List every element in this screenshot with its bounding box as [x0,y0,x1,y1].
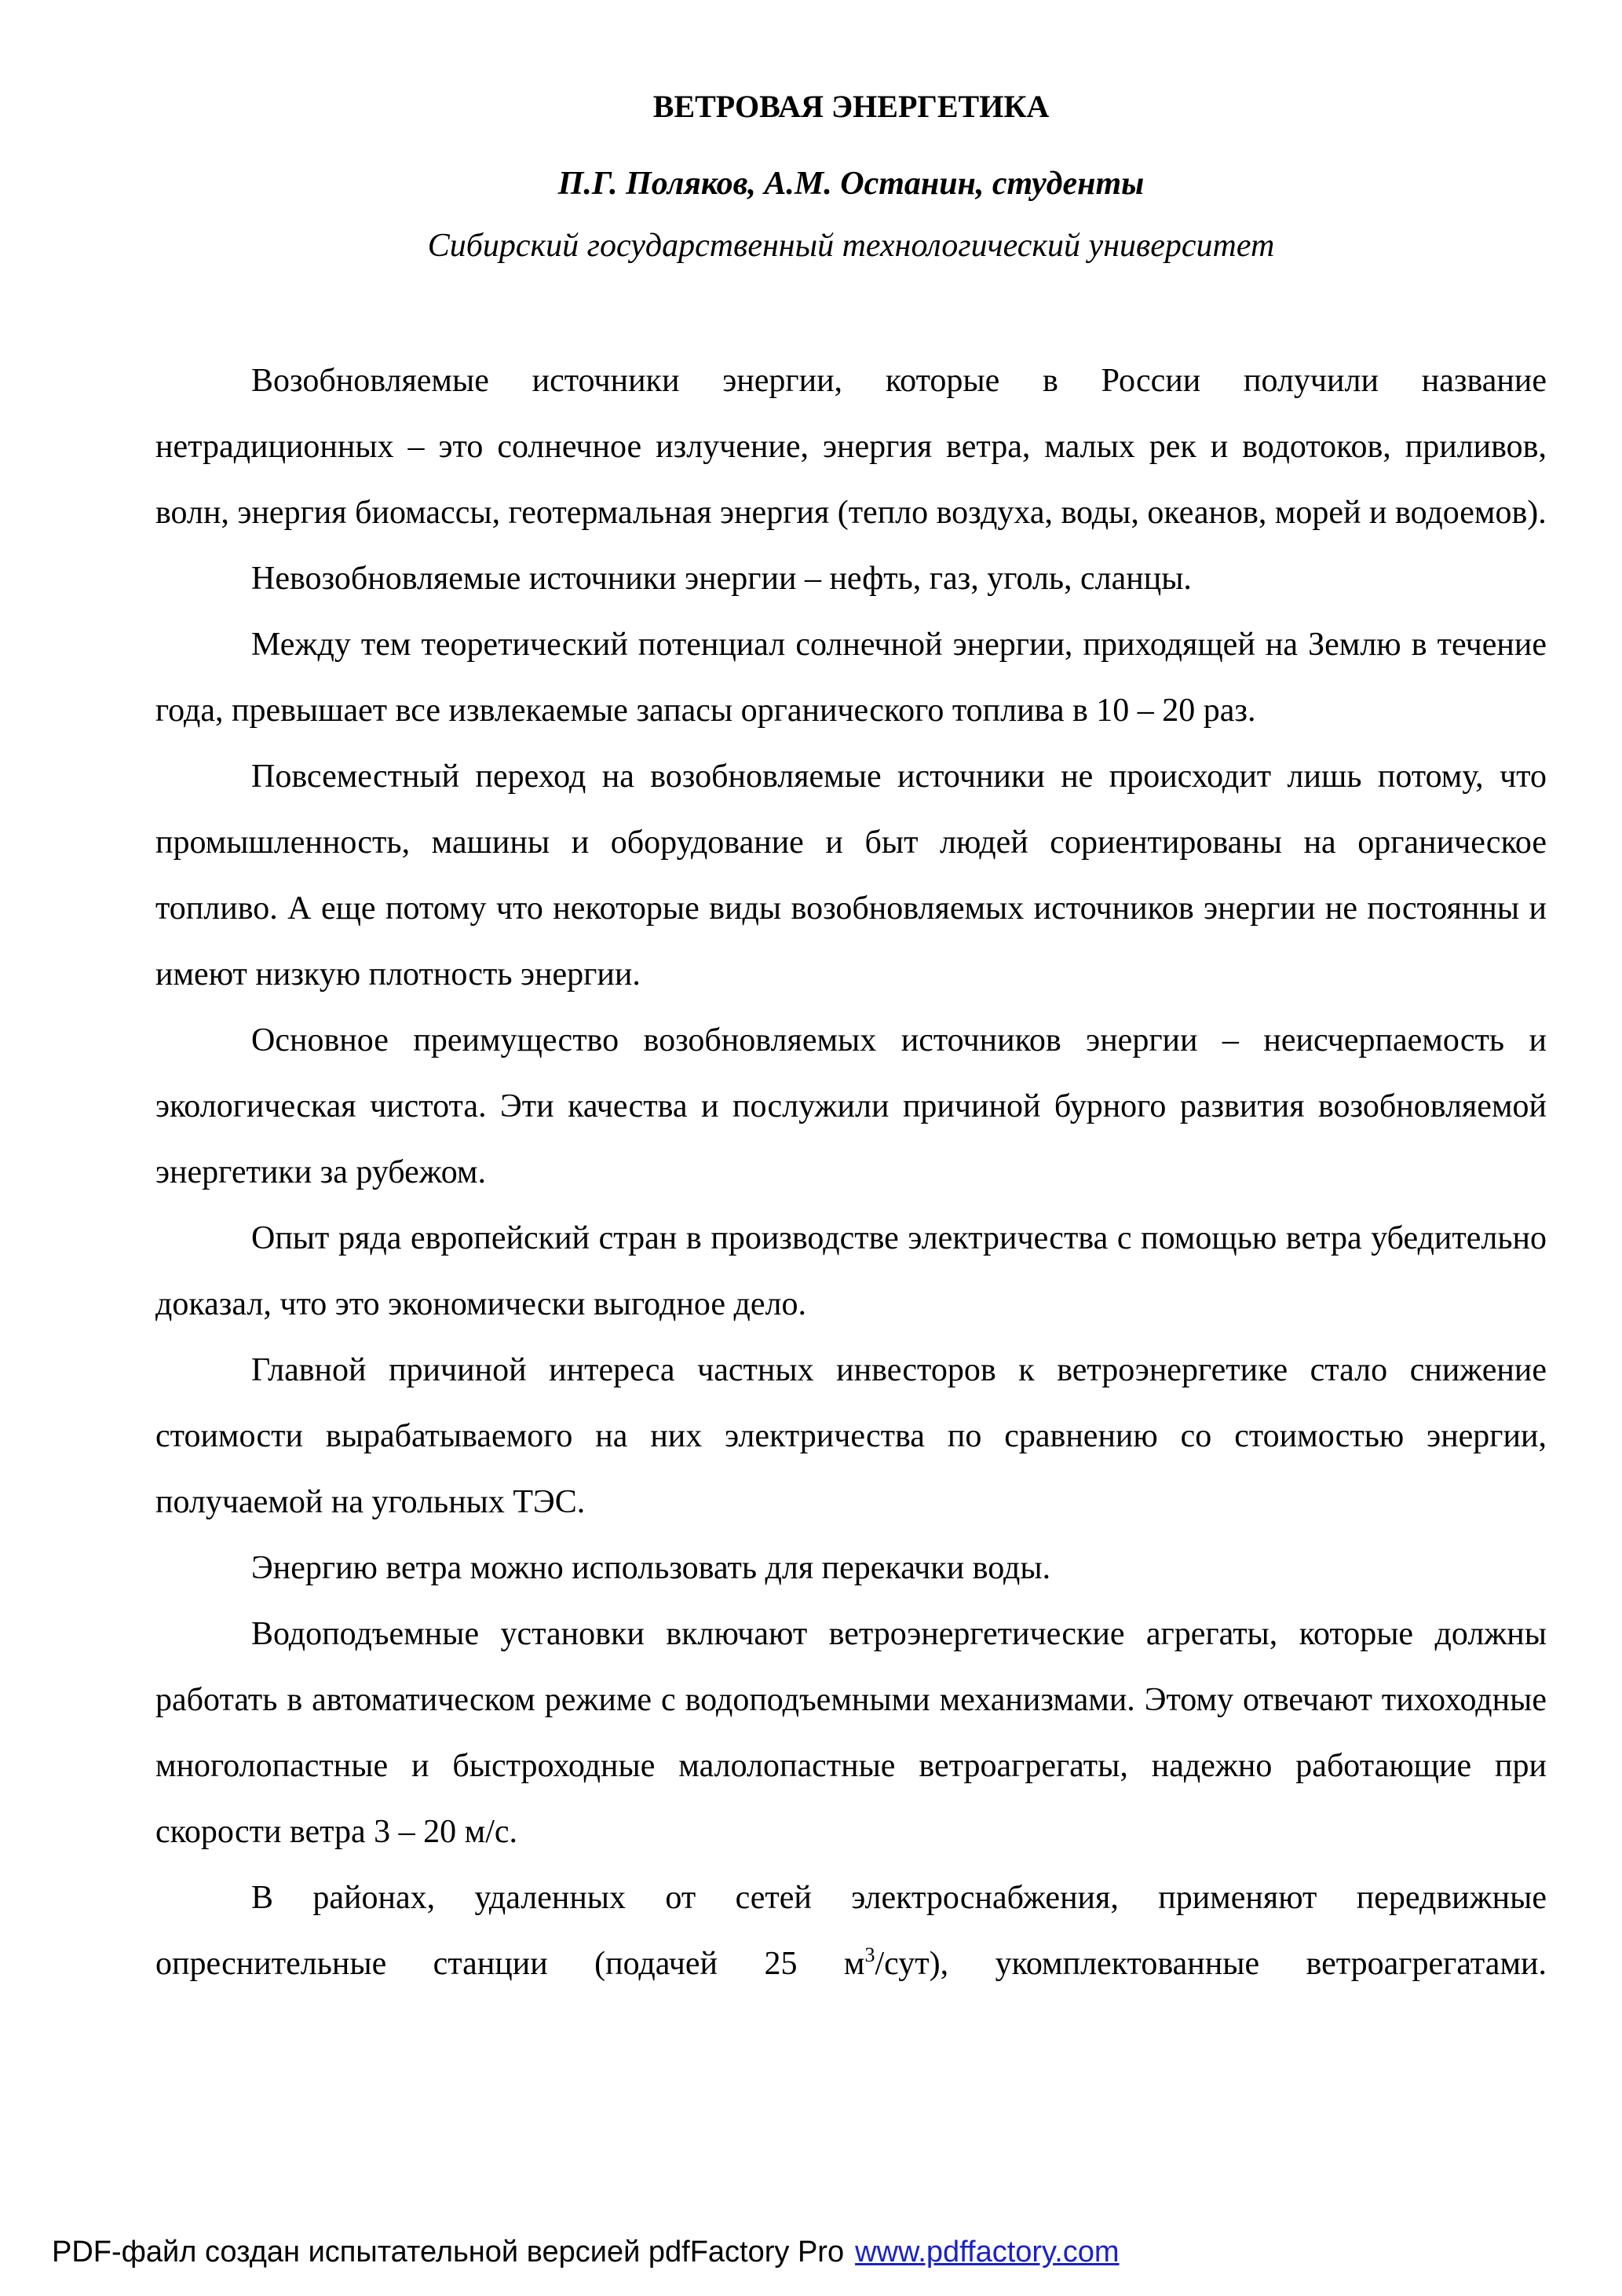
paragraph: Основное преимущество возобновляемых источников энергии – неисчерпаемость и экологическая чистота. Эти качества и послужили причиной бурного развития возобновляемой энергетики за рубежом. [155,1022,1547,1190]
paragraph: Водоподъемные установки включают ветроэнергетические агрегаты, которые должны работать в автоматическом режиме с водоподъемными механизмами. Этому отвечают тихоходные многолопастные и быстроходные малолопастные ветроагрегаты, надежно работающие при скорости ветра 3 – 20 м/с. [155,1616,1547,1850]
paragraph: Опыт ряда европейский стран в производстве электричества с помощью ветра убедительно доказал, что это экономически выгодное дело. [155,1220,1547,1322]
paragraph: Возобновляемые источники энергии, которые в России получили название нетрадиционных – это солнечное излучение, энергия ветра, малых рек и водотоков, приливов, волн, энергия биомассы, геотермальная энергия (тепло воздуха, воды, океанов, морей и водоемов). [155,363,1547,531]
footer-text: PDF-файл создан испытательной версией pdfFactory Pro [52,2236,845,2269]
paragraph: Главной причиной интереса частных инвесторов к ветроэнергетике стало снижение стоимости вырабатываемого на них электричества по сравнению со стоимостью энергии, получаемой на угольных ТЭС. [155,1352,1547,1520]
pdf-footer [52,2233,1120,2271]
paragraph: Повсеместный переход на возобновляемые источники не происходит лишь потому, что промышленность, машины и оборудование и быт людей сориентированы на органическое топливо. А еще потому что некоторые виды возобновляемых источников энергии не постоянны и имеют низкую плотность энергии. [155,759,1547,993]
paragraph: Энергию ветра можно использовать для перекачки воды. [251,1550,1051,1586]
paragraph-last-text: В районах, удаленных от сетей электроснабжения, применяют передвижные опреснительные станции (подачей 25 м [155,1880,1547,1982]
footer-link[interactable]: www.pdffactory.com [855,2236,1120,2269]
superscript-cubic: 3 [864,1943,875,1966]
document-affiliation: Сибирский государственный технологический университет [427,228,1275,264]
document-authors: П.Г. Поляков, А.М. Останин, студенты [557,166,1145,202]
paragraph-last-text-end: /сут), укомплектованные ветроагрегатами. [875,1946,1547,1982]
paragraph: Между тем теоретический потенциал солнечной энергии, приходящей на Землю в течение года, превышает все извлекаемые запасы органического топлива в 10 – 20 раз. [155,627,1547,729]
document-body [155,348,1547,1997]
paragraph-last [155,1865,1547,1997]
document-title: ВЕТРОВАЯ ЭНЕРГЕТИКА [652,89,1050,124]
paragraph: Невозобновляемые источники энергии – нефть, газ, уголь, сланцы. [251,561,1192,597]
